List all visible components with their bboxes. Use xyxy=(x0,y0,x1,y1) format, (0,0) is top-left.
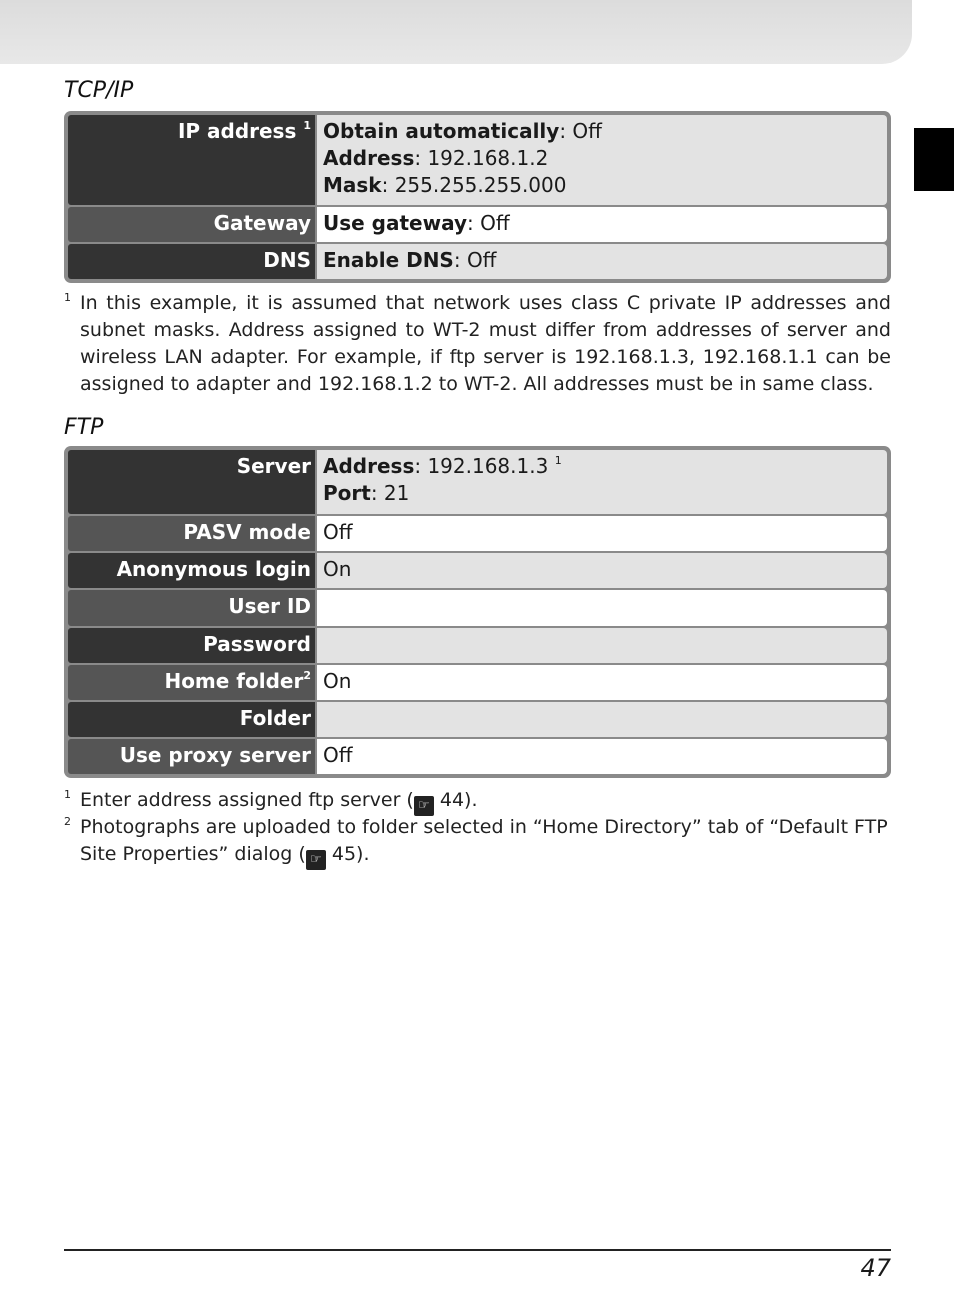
footnote-text-before: Photographs are uploaded to folder selected in “Home Directory” tab of “Default FTP Site Properties” dialog ( xyxy=(80,816,888,865)
tcpip-row-dns xyxy=(68,244,887,279)
reference-icon: ☞ xyxy=(414,796,434,816)
gateway-key: Use gateway xyxy=(323,211,468,235)
footnote-text-after: 44). xyxy=(433,789,478,811)
footnote-text xyxy=(80,814,891,870)
ftp-row-proxy xyxy=(68,739,887,774)
footnote-number: 1 xyxy=(64,788,71,801)
header-band xyxy=(0,0,912,64)
proxy-label: Use proxy server xyxy=(68,739,315,774)
tcpip-row-ip xyxy=(68,115,887,205)
footnote-text-after: 45). xyxy=(325,843,370,865)
ftp-row-pasv xyxy=(68,516,887,551)
footnote-text-before: Enter address assigned ftp server ( xyxy=(80,789,414,811)
reference-icon: ☞ xyxy=(306,850,326,870)
dns-setting: : Off xyxy=(453,248,497,272)
address-value: : 192.168.1.2 xyxy=(414,146,549,170)
ftp-footnote-1 xyxy=(64,787,891,816)
tcpip-footnote xyxy=(64,290,891,398)
ftp-row-anonymous xyxy=(68,553,887,588)
ftp-row-server xyxy=(68,450,887,514)
ftp-row-password xyxy=(68,628,887,663)
chapter-tab xyxy=(914,128,954,191)
gateway-label: Gateway xyxy=(68,207,315,242)
user-id-label: User ID xyxy=(68,590,315,626)
tcpip-row-gateway xyxy=(68,207,887,242)
anonymous-login-label: Anonymous login xyxy=(68,553,315,588)
ftp-section-title: FTP xyxy=(64,415,104,440)
ip-line-address xyxy=(323,145,881,172)
server-address-footnote-mark: 1 xyxy=(554,454,562,467)
ftp-row-home-folder xyxy=(68,665,887,700)
address-key: Address xyxy=(323,146,415,170)
password-label: Password xyxy=(68,628,315,663)
obtain-key: Obtain automatically xyxy=(323,119,560,143)
footnote-text: In this example, it is assumed that network uses class C private IP addresses and subnet masks. Address assigned to WT-2 must differ from addresses of server and wireless LAN adapter. For example, if ftp server is 192.168.1.3, 192.168.1.1 can be assigned to adapter and 192.168.1.2 to WT-2. All addresses must be in same class. xyxy=(80,292,891,395)
ftp-table xyxy=(64,446,891,778)
home-folder-label-text: Home folder xyxy=(164,669,304,693)
ftp-row-userid xyxy=(68,590,887,626)
tcpip-table xyxy=(64,111,891,283)
server-address-line xyxy=(323,453,881,480)
folder-value xyxy=(317,702,887,737)
home-folder-value: On xyxy=(317,665,887,700)
page-number: 47 xyxy=(860,1254,891,1282)
ip-address-label-text: IP address xyxy=(177,119,297,143)
pasv-label: PASV mode xyxy=(68,516,315,551)
server-address-value: : 192.168.1.3 xyxy=(414,454,549,478)
ip-address-footnote-mark: 1 xyxy=(303,119,311,132)
pasv-value: Off xyxy=(317,516,887,551)
server-port-line xyxy=(323,480,881,507)
obtain-value: : Off xyxy=(559,119,602,143)
ip-address-label xyxy=(68,115,315,205)
server-label: Server xyxy=(68,450,315,514)
server-value xyxy=(317,450,887,514)
ftp-footnote-2 xyxy=(64,814,891,870)
ftp-row-folder xyxy=(68,702,887,737)
password-value xyxy=(317,628,887,663)
folder-label: Folder xyxy=(68,702,315,737)
ip-address-value xyxy=(317,115,887,205)
proxy-value: Off xyxy=(317,739,887,774)
gateway-value xyxy=(317,207,887,242)
footnote-text xyxy=(80,787,891,816)
server-port-value: : 21 xyxy=(370,481,410,505)
dns-label: DNS xyxy=(68,244,315,279)
footer-rule xyxy=(64,1249,891,1251)
mask-key: Mask xyxy=(323,173,382,197)
server-address-key: Address xyxy=(323,454,415,478)
ip-line-mask xyxy=(323,172,881,199)
footnote-number: 1 xyxy=(64,291,71,304)
gateway-setting: : Off xyxy=(467,211,510,235)
anonymous-login-value: On xyxy=(317,553,887,588)
footnote-number: 2 xyxy=(64,815,71,828)
user-id-value xyxy=(317,590,887,626)
tcpip-section-title: TCP/IP xyxy=(64,78,134,103)
mask-value: : 255.255.255.000 xyxy=(381,173,567,197)
ip-line-obtain xyxy=(323,118,881,145)
home-folder-footnote-mark: 2 xyxy=(303,669,311,682)
server-port-key: Port xyxy=(323,481,371,505)
dns-value xyxy=(317,244,887,279)
home-folder-label xyxy=(68,665,315,700)
dns-key: Enable DNS xyxy=(323,248,454,272)
